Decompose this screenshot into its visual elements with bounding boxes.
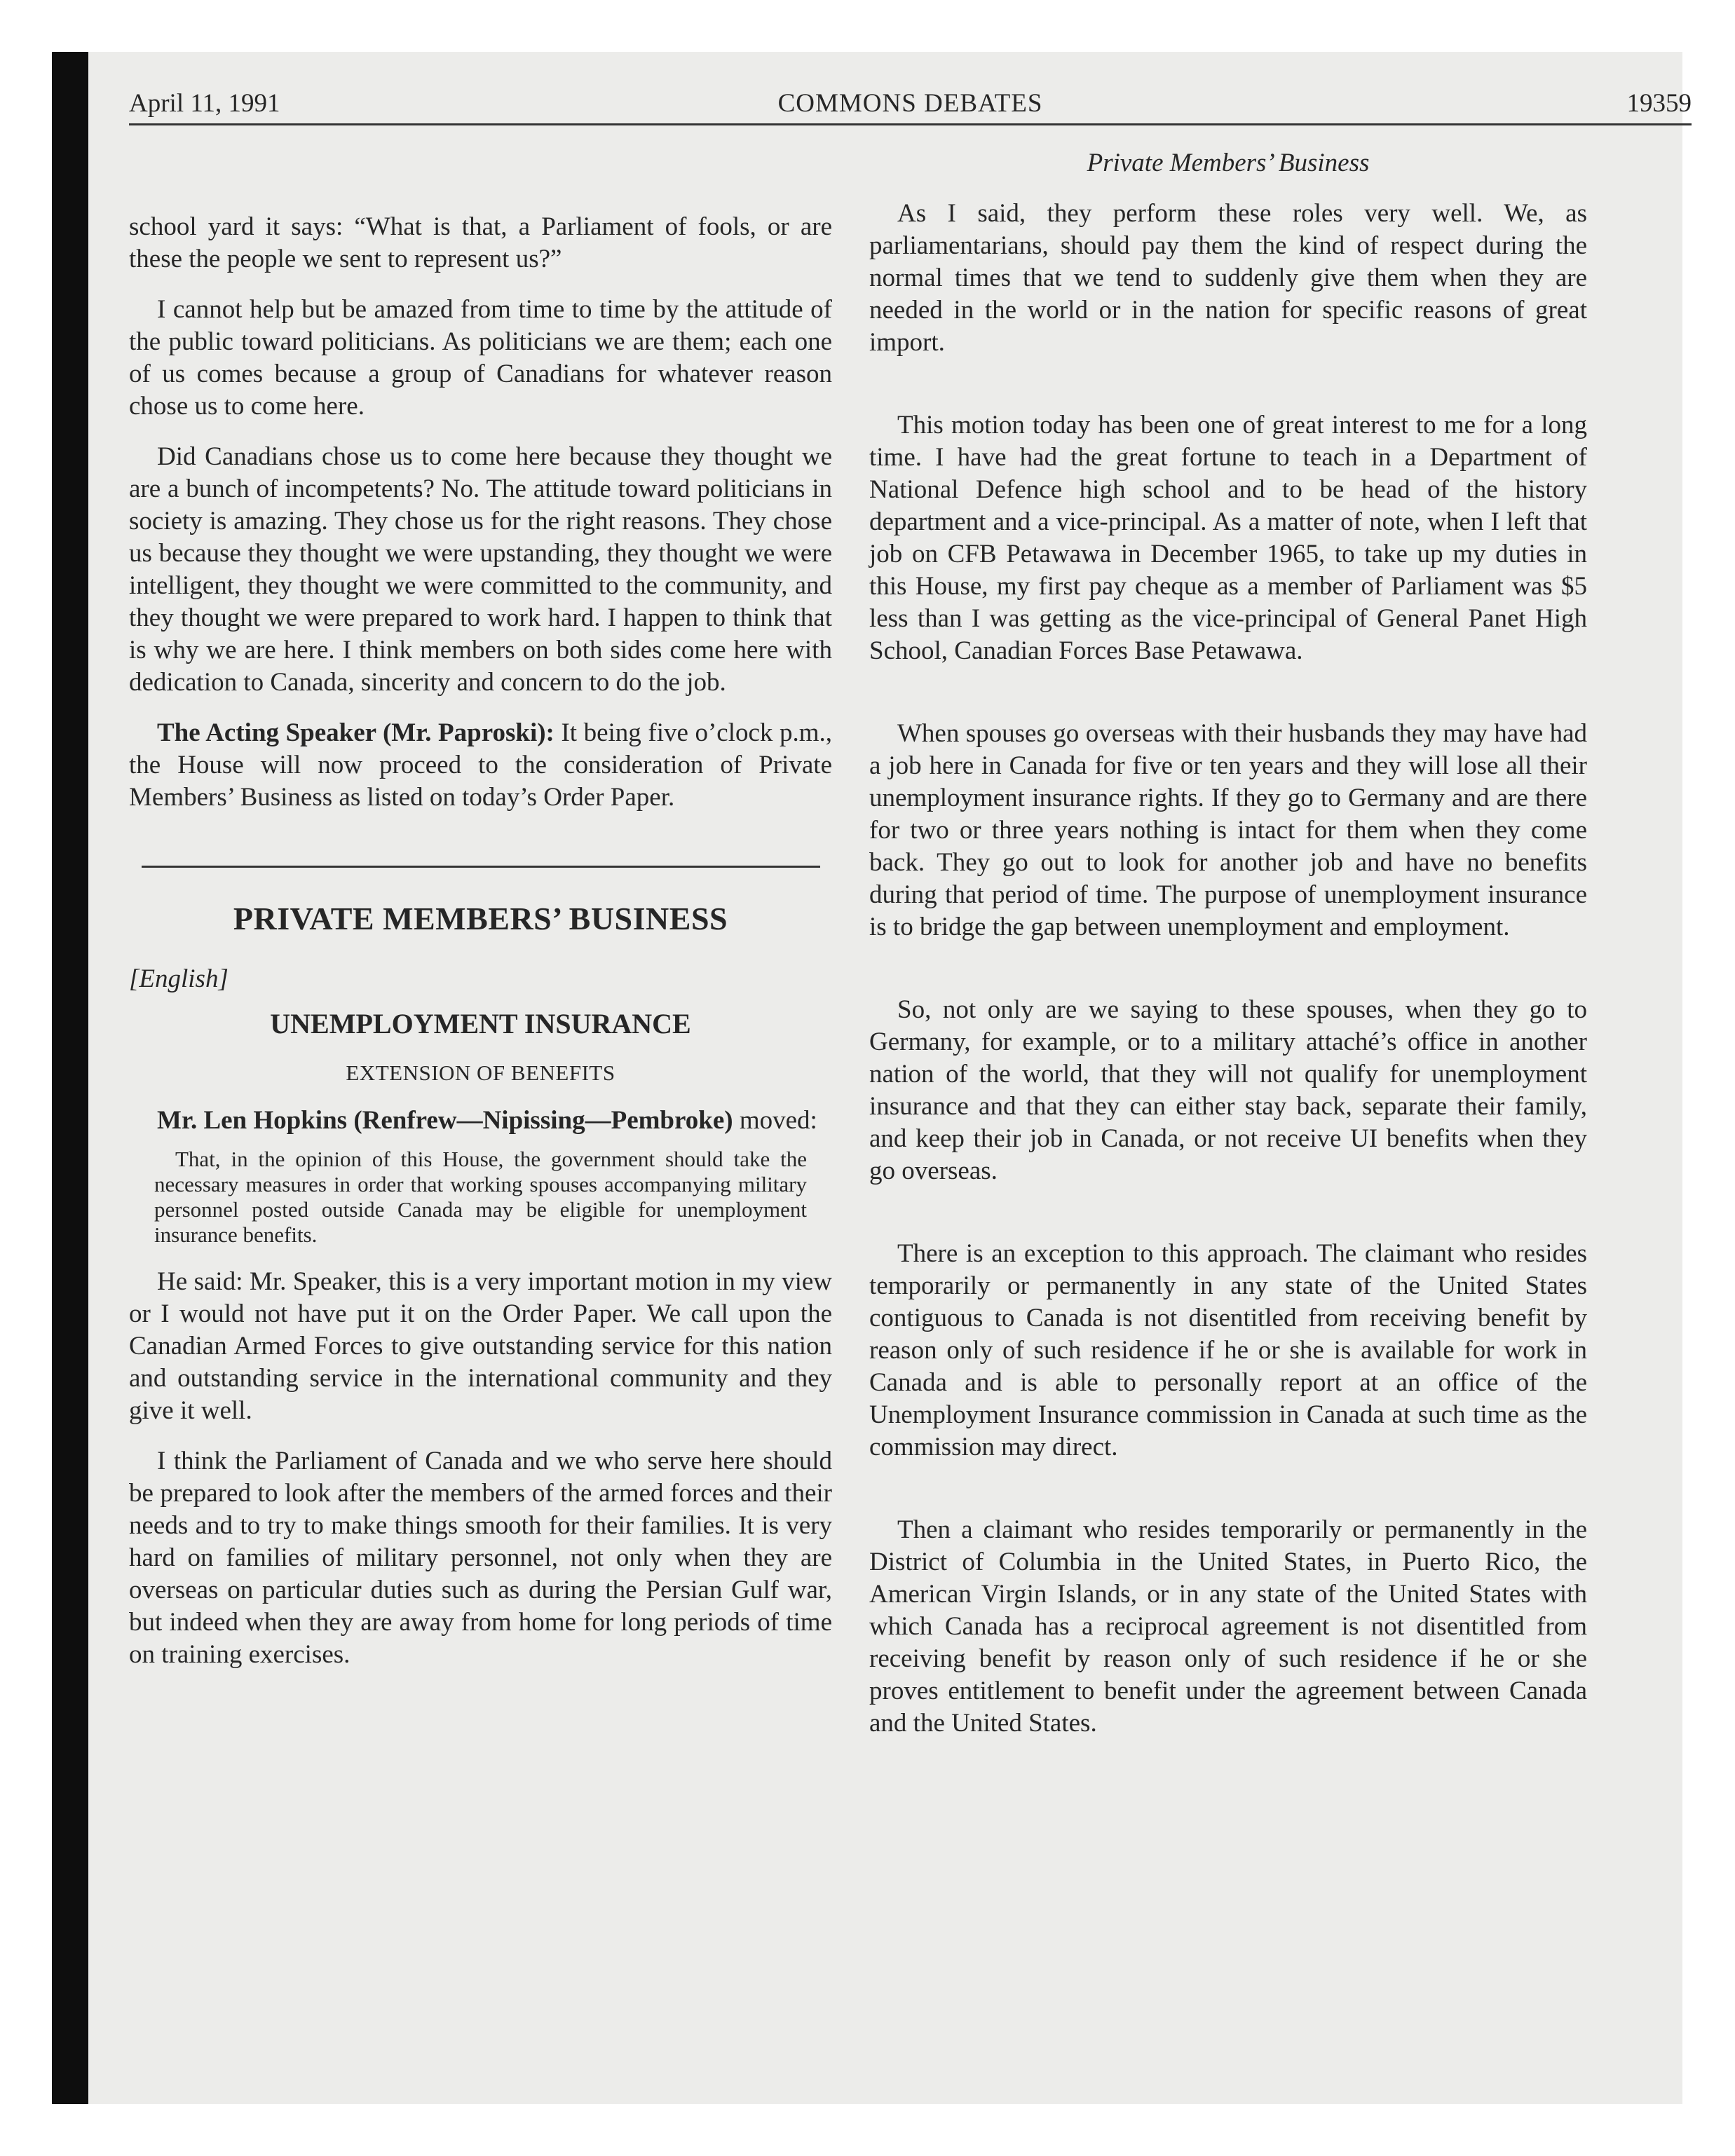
paragraph: I think the Parliament of Canada and we who serve here should be prepared to look after the members of the armed forces and their needs and to try to make things smooth for their families. It is very hard on families of military personnel, not only when they are overseas on particular duties such as during the Persian Gulf war, but indeed when they are away from home for long periods of time on training exercises. <box>129 1447 832 1669</box>
language-marker: [English] <box>129 964 229 993</box>
paragraph: As I said, they perform these roles very well. We, as parliamentarians, should pay them the kind of respect during the normal times that we tend to suddenly give them when they are needed in the world or in the nation for specific reasons of great import. <box>869 199 1587 357</box>
section-divider <box>142 866 820 868</box>
right-column <box>869 147 1587 1758</box>
mover-text: moved: <box>733 1106 817 1135</box>
speaker-text: It being five o’clock p.m., the House will now proceed to the consideration of Private Members’ Business as listed on today’s Order Paper. <box>129 718 832 812</box>
paragraph: So, not only are we saying to these spouses, when they go to Germany, for example, or to a military attaché’s office in another nation of the world, that they will not qualify for unemployment insurance and that they can either stay back, separate their family, and keep their job in Canada, or not receive UI benefits when they go overseas. <box>869 995 1587 1185</box>
paragraph: There is an exception to this approach. The claimant who resides temporarily or permanently in any state of the United States contiguous to Canada is not disentitled from receiving benefit by reason only of such residence if he or she is available for work in Canada and is able to personally report at an office of the Unemployment Insurance commission in Canada at such time as the commission may direct. <box>869 1239 1587 1461</box>
running-header <box>129 88 1692 126</box>
paragraph: Then a claimant who resides temporarily or permanently in the District of Columbia in the United States, in Puerto Rico, the American Virgin Islands, or in any state of the United States with which Canada has a reciprocal agreement is not disentitled from receiving benefit by reason only of such residence if he or she proves entitlement to benefit under the agreement between Canada and the United States. <box>869 1515 1587 1738</box>
paragraph: He said: Mr. Speaker, this is a very important motion in my view or I would not have put it on the Order Paper. We call upon the Canadian Armed Forces to give outstanding service for this nation and outstanding service in the international community and they give it well. <box>129 1267 832 1425</box>
paragraph: Did Canadians chose us to come here because they thought we are a bunch of incompetents? No. The attitude toward politicians in society is amazing. They chose us for the right reasons. They chose us because they thought we were upstanding, they thought we were intelligent, they thought we were committed to the community, and they thought we were prepared to work hard. I happen to think that is why we are here. I think members on both sides come here with dedication to Canada, sincerity and concern to do the job. <box>129 442 832 697</box>
mover-line <box>129 1105 832 1137</box>
header-date: April 11, 1991 <box>129 89 280 118</box>
header-page-number: 19359 <box>1626 89 1692 118</box>
header-publication: COMMONS DEBATES <box>777 89 1043 118</box>
header-rule <box>129 123 1692 125</box>
section-heading: PRIVATE MEMBERS’ BUSINESS <box>233 901 728 936</box>
motion-text: That, in the opinion of this House, the government should take the necessary measures in order that working spouses accompanying military personnel posted outside Canada may be eligible for unemployment insurance benefits. <box>154 1147 807 1247</box>
binding-spine <box>52 52 88 2104</box>
speaker-paragraph <box>129 717 832 814</box>
subject-heading: UNEMPLOYMENT INSURANCE <box>270 1008 691 1039</box>
speaker-name: The Acting Speaker (Mr. Paproski): <box>157 718 554 747</box>
paragraph: This motion today has been one of great interest to me for a long time. I have had the great fortune to teach in a Department of National Defence high school and to be head of the history department and a vice-principal. As a matter of note, when I left that job on CFB Petawawa in December 1965, to take up my duties in this House, my first pay cheque as a member of Parliament was $5 less than I was getting as the vice-principal of General Panet High School, Canadian Forces Base Petawawa. <box>869 411 1587 665</box>
paragraph: When spouses go overseas with their husbands they may have had a job here in Canada for five or ten years and they will lose all their unemployment insurance rights. If they go to Germany and are there for two or three years nothing is intact for them when they come back. They go out to look for another job and have no benefits during that period of time. The purpose of unemployment insurance is to bridge the gap between unemployment and employment. <box>869 719 1587 941</box>
paragraph: school yard it says: “What is that, a Parliament of fools, or are these the people we sent to represent us?” <box>129 212 832 273</box>
mover-name: Mr. Len Hopkins (Renfrew—Nipissing—Pembroke) <box>157 1106 733 1135</box>
running-section-title: Private Members’ Business <box>1087 149 1370 177</box>
left-column <box>129 211 832 1689</box>
paragraph: I cannot help but be amazed from time to time by the attitude of the public toward politicians. As politicians we are them; each one of us comes because a group of Canadians for whatever reason chose us to come here. <box>129 295 832 421</box>
subject-subtitle: EXTENSION OF BENEFITS <box>346 1060 615 1085</box>
